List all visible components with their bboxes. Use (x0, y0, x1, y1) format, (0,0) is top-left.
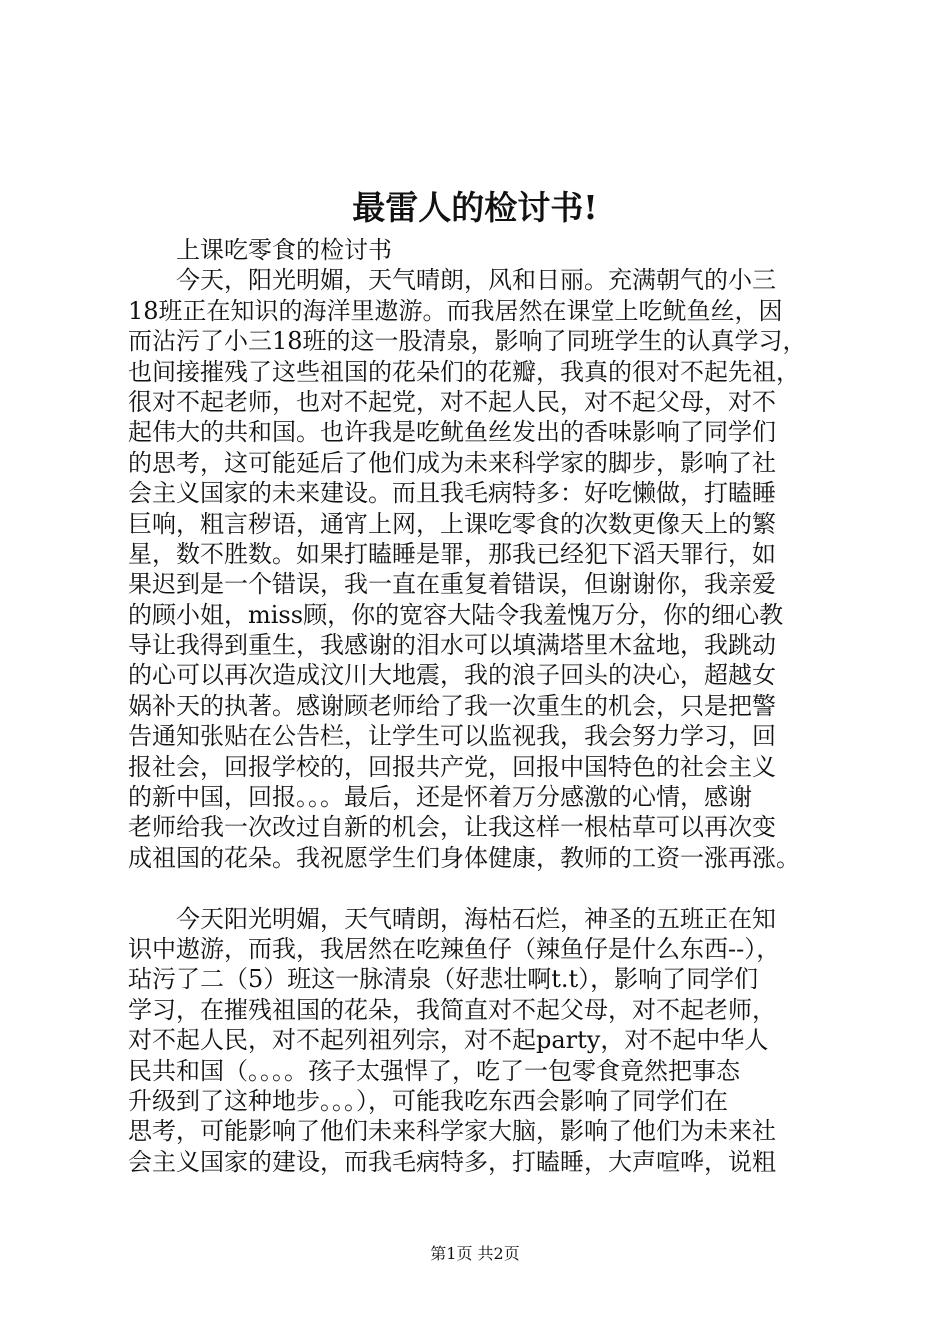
text-line: 而沾污了小三18班的这一股清泉，影响了同班学生的认真学习， (128, 327, 807, 356)
text-line: 告通知张贴在公告栏，让学生可以监视我，我会努力学习，回 (128, 722, 776, 751)
text-line: 起伟大的共和国。也许我是吃鱿鱼丝发出的香味影响了同学们 (128, 418, 776, 447)
paragraph-2 (128, 904, 833, 1178)
text-line: 会主义国家的未来建设。而且我毛病特多：好吃懒做，打瞌睡 (128, 479, 776, 508)
text-line: 报社会，回报学校的，回报共产党，回报中国特色的社会主义 (128, 752, 776, 781)
text-line: 很对不起老师，也对不起党，对不起人民，对不起父母，对不 (128, 387, 776, 416)
page-footer: 第1页 共2页 (430, 1244, 520, 1263)
text-line: 民共和国（。。。。孩子太强悍了，吃了一包零食竟然把事态 (128, 1056, 740, 1085)
text-line: 成祖国的花朵。我祝愿学生们身体健康，教师的工资一涨再涨。 (128, 843, 800, 872)
text-line: 巨响，粗言秽语，通宵上网，上课吃零食的次数更像天上的繁 (128, 509, 776, 538)
text-line: 玷污了二（5）班这一脉清泉（好悲壮啊t.t），影响了同学们 (128, 965, 759, 994)
text-line: 今天阳光明媚，天气晴朗，海枯石烂，神圣的五班正在知 (176, 904, 776, 933)
paragraph-1 (128, 265, 833, 873)
text-line: 的心可以再次造成汶川大地震，我的浪子回头的决心，超越女 (128, 661, 776, 690)
text-line: 导让我得到重生，我感谢的泪水可以填满塔里木盆地，我跳动 (128, 631, 776, 660)
text-line: 娲补天的执著。感谢顾老师给了我一次重生的机会，只是把警 (128, 691, 776, 720)
text-line: 今天，阳光明媚，天气晴朗，风和日丽。充满朝气的小三 (176, 266, 776, 295)
text-line: 18班正在知识的海洋里遨游。而我居然在课堂上吃鱿鱼丝，因 (128, 296, 783, 325)
text-line: 升级到了这种地步。。。），可能我吃东西会影响了同学们在 (128, 1086, 728, 1115)
text-line: 识中遨游，而我，我居然在吃辣鱼仔（辣鱼仔是什么东西--）， (128, 934, 781, 963)
document-body (128, 235, 833, 1177)
text-line: 的新中国，回报。。。最后，还是怀着万分感激的心情，感谢 (128, 783, 752, 812)
text-line: 果迟到是一个错误，我一直在重复着错误，但谢谢你，我亲爱 (128, 570, 776, 599)
text-line: 会主义国家的建设，而我毛病特多，打瞌睡，大声喧哗，说粗 (128, 1147, 776, 1176)
text-line: 思考，可能影响了他们未来科学家大脑，影响了他们为未来社 (128, 1117, 776, 1146)
text-line: 的顾小姐，miss顾，你的宽容大陆令我羞愧万分，你的细心教 (128, 600, 784, 629)
text-line: 老师给我一次改过自新的机会，让我这样一根枯草可以再次变 (128, 813, 776, 842)
document-title: 最雷人的检讨书! (352, 188, 598, 227)
text-line: 星，数不胜数。如果打瞌睡是罪，那我已经犯下滔天罪行，如 (128, 539, 776, 568)
text-line: 的思考，这可能延后了他们成为未来科学家的脚步，影响了社 (128, 448, 776, 477)
subtitle: 上课吃零食的检讨书 (176, 236, 392, 264)
text-line: 对不起人民，对不起列祖列宗，对不起party，对不起中华人 (128, 1026, 769, 1055)
text-line: 也间接摧残了这些祖国的花朵们的花瓣，我真的很对不起先祖， (128, 357, 800, 386)
paragraph-gap (128, 873, 833, 903)
text-line: 学习，在摧残祖国的花朵，我简直对不起父母，对不起老师， (128, 995, 776, 1024)
